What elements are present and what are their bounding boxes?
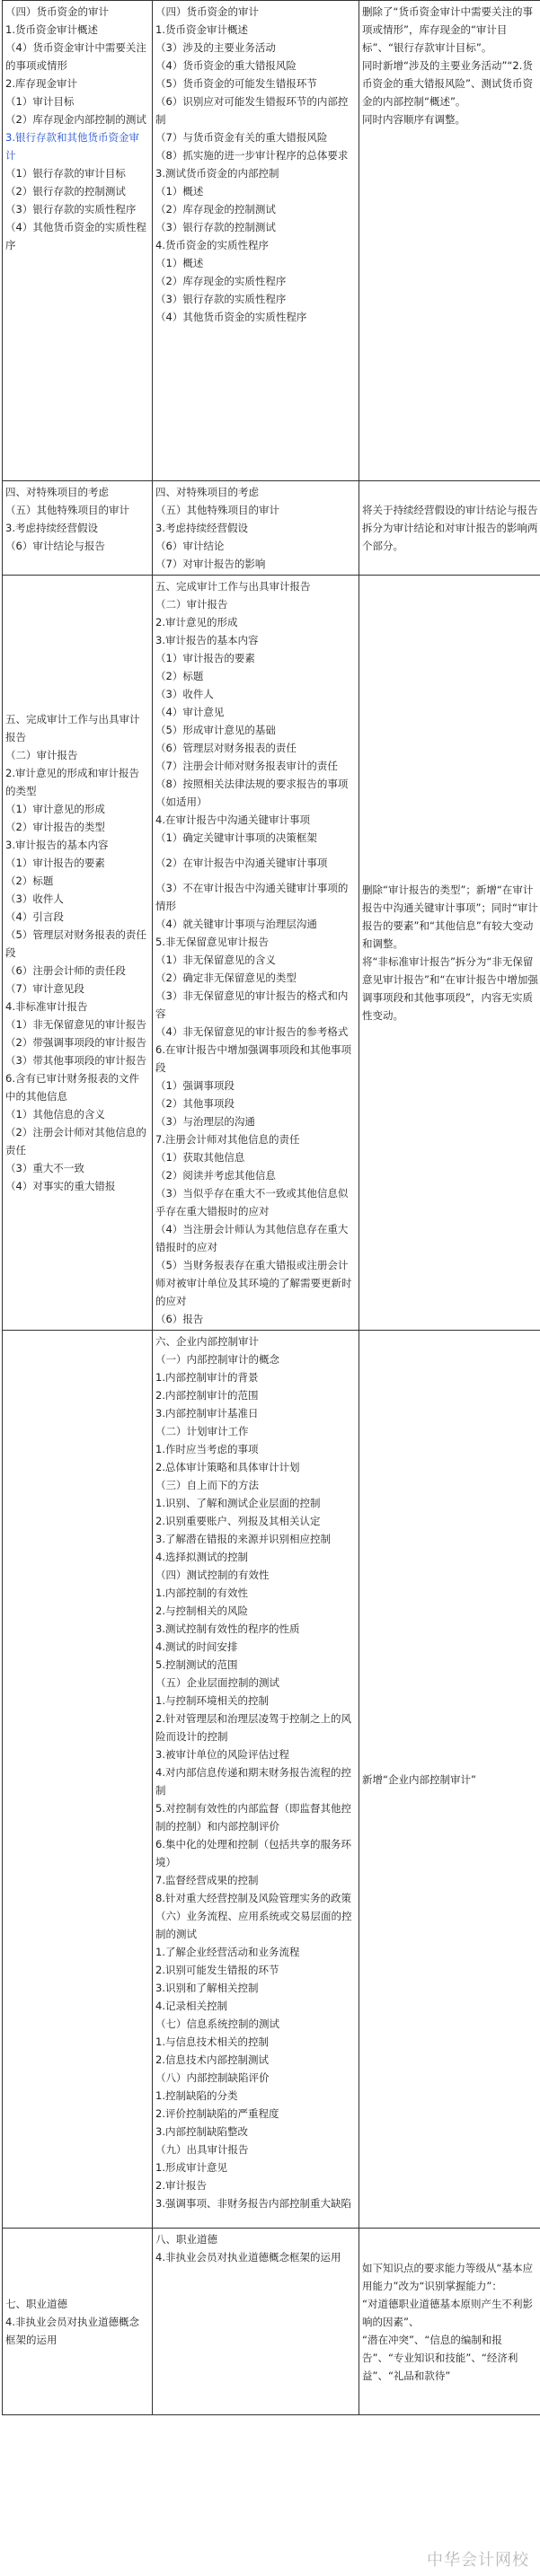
syllabus-line: 2.内部控制审计的范围 — [155, 1389, 259, 1402]
syllabus-line: 5.控制测试的范围 — [155, 1658, 238, 1671]
syllabus-line: （四）测试控制的有效性 — [155, 1569, 270, 1581]
syllabus-line: 8.针对重大经营控制及风险管理实务的政策 — [155, 1892, 351, 1904]
syllabus-line: 3.识别和了解相关控制 — [155, 1982, 259, 1994]
syllabus-line: （4）货币资金的重大错报风险 — [155, 59, 297, 72]
syllabus-line: （3）当似乎存在重大不一致或其他信息似乎存在重大错报时的应对 — [155, 1187, 349, 1218]
syllabus-line: （2）审计报告的类型 — [5, 821, 105, 833]
syllabus-line: 3.内部控制审计基准日 — [155, 1407, 259, 1420]
change-note-line: “潜在冲突”、“信息的编制和报告”、“专业知识和技能”、“经济利益”、“礼品和款待” — [362, 2333, 518, 2382]
syllabus-line: （7）与货币资金有关的重大错报风险 — [155, 131, 328, 144]
syllabus-line: （4）其他货币资金的实质性程序 — [5, 221, 146, 251]
syllabus-line: （6）管理层对财务报表的责任 — [155, 742, 297, 754]
line-spacer — [155, 847, 356, 854]
syllabus-line: （6）审计结论 — [155, 540, 225, 552]
comparison-table-body — [3, 1, 540, 2415]
syllabus-comparison-page — [2, 0, 538, 2415]
syllabus-line: （2）带强调事项段的审计报告 — [5, 1036, 146, 1049]
syllabus-line: （4）引言段 — [5, 910, 64, 923]
syllabus-line: （4）货币资金审计中需要关注的事项或情形 — [5, 41, 146, 72]
change-note-cell — [359, 2229, 540, 2415]
syllabus-line: 4.非执业会员对执业道德概念框架的运用 — [5, 2315, 139, 2346]
syllabus-line: 2.信息技术内部控制测试 — [155, 2053, 269, 2066]
old-syllabus-cell — [3, 2229, 153, 2415]
syllabus-line: （7）注册会计师对财务报表审计的责任 — [155, 760, 338, 772]
syllabus-line: （7）对审计报告的影响 — [155, 558, 266, 570]
syllabus-line: 3.审计报告的基本内容 — [155, 634, 259, 646]
syllabus-line: 4.货币资金的实质性程序 — [155, 239, 269, 251]
old-syllabus-cell — [3, 1, 153, 481]
syllabus-line: （1）概述 — [155, 185, 204, 198]
syllabus-line: 3.审计报告的基本内容 — [5, 839, 109, 851]
change-note-line: 同时内容顺序有调整。 — [362, 113, 465, 126]
syllabus-line: （8）按照相关法律法规的要求报告的事项（如适用） — [155, 778, 349, 808]
syllabus-line: （3）重大不一致 — [5, 1162, 84, 1174]
syllabus-line: （6）审计结论与报告 — [5, 540, 105, 552]
syllabus-line: 6.含有已审计财务报表的文件中的其他信息 — [5, 1072, 139, 1103]
change-note-line: 将关于持续经营假设的审计结论与报告拆分为审计结论和对审计报告的影响两个部分。 — [362, 504, 538, 552]
syllabus-line: 1.形成审计意见 — [155, 2161, 227, 2174]
syllabus-line: （3）收件人 — [155, 688, 214, 700]
comparison-row — [3, 1331, 540, 2229]
syllabus-line: （七）信息系统控制的测试 — [155, 2018, 279, 2030]
syllabus-line: （二）审计报告 — [5, 749, 78, 761]
syllabus-line: 1.内部控制审计的背景 — [155, 1371, 259, 1384]
comparison-row — [3, 481, 540, 576]
old-syllabus-cell — [3, 481, 153, 576]
comparison-row — [3, 1, 540, 481]
syllabus-line: （5）货币资金的可能发生错报环节 — [155, 77, 317, 90]
syllabus-line: （3）与治理层的沟通 — [155, 1115, 255, 1128]
syllabus-line: （3）银行存款的实质性程序 — [155, 293, 287, 305]
syllabus-line: （1）非无保留意见的含义 — [155, 954, 276, 966]
change-note-cell — [359, 1, 540, 481]
change-note-cell — [359, 481, 540, 576]
syllabus-line: （1）确定关键审计事项的决策框架 — [155, 831, 317, 844]
syllabus-line: 6.集中化的处理和控制（包括共享的服务环境） — [155, 1838, 351, 1868]
change-note-line: “对道德职业道德基本原则产生不利影响的因素”、 — [362, 2297, 533, 2328]
syllabus-line: 7.注册会计师对其他信息的责任 — [155, 1133, 300, 1146]
comparison-table — [2, 0, 540, 2415]
syllabus-line: （1）审计报告的要素 — [155, 652, 255, 664]
syllabus-line: （3）非无保留意见的审计报告的格式和内容 — [155, 989, 349, 1020]
watermark-logo: 中华会计网校 — [427, 2551, 529, 2570]
syllabus-line: 1.识别、了解和测试企业层面的控制 — [155, 1497, 321, 1509]
syllabus-line: （3）不在审计报告中沟通关键审计事项的情形 — [155, 882, 349, 912]
syllabus-line: （3）带其他事项段的审计报告 — [5, 1054, 146, 1067]
syllabus-line: （二）审计报告 — [155, 598, 228, 611]
syllabus-line: 3.测试货币资金的内部控制 — [155, 167, 279, 180]
syllabus-line: （2）在审计报告中沟通关键审计事项 — [155, 857, 328, 869]
syllabus-line: 3.被审计单位的风险评估过程 — [155, 1748, 289, 1761]
syllabus-line: 四、对特殊项目的考虑 — [155, 486, 259, 498]
line-spacer — [155, 872, 356, 879]
syllabus-line: 3.内部控制缺陷整改 — [155, 2125, 248, 2138]
change-note-cell — [359, 1331, 540, 2229]
syllabus-line: 七、职业道德 — [5, 2297, 67, 2310]
syllabus-line: （6）注册会计师的责任段 — [5, 964, 126, 977]
syllabus-line: （2）其他事项段 — [155, 1097, 235, 1110]
syllabus-line: （2）库存现金的实质性程序 — [155, 275, 287, 287]
syllabus-line: 3.考虑持续经营假设 — [155, 522, 248, 534]
syllabus-line: 1.与信息技术相关的控制 — [155, 2035, 269, 2048]
syllabus-line: 2.评价控制缺陷的严重程度 — [155, 2107, 279, 2120]
syllabus-line: 3.强调事项、非财务报告内部控制重大缺陷 — [155, 2197, 351, 2210]
syllabus-line: 1.控制缺陷的分类 — [155, 2089, 238, 2102]
syllabus-line: （5）管理层对财务报表的责任段 — [5, 928, 146, 959]
syllabus-line: 3.测试控制有效性的程序的性质 — [155, 1622, 300, 1635]
syllabus-line: 四、对特殊项目的考虑 — [5, 486, 109, 498]
syllabus-line: 1.货币资金审计概述 — [5, 23, 98, 36]
syllabus-line: （2）银行存款的控制测试 — [5, 185, 126, 198]
syllabus-line: （八）内部控制缺陷评价 — [155, 2071, 270, 2084]
syllabus-line: （九）出具审计报告 — [155, 2143, 249, 2156]
change-note-line: 如下知识点的要求能力等级从“基本应用能力”改为“识别掌握能力”： — [362, 2261, 533, 2292]
syllabus-line: 4.对内部信息传递和期末财务报告流程的控制 — [155, 1766, 351, 1797]
syllabus-line: （1）审计目标 — [5, 95, 75, 108]
syllabus-line: （2）库存现金的控制测试 — [155, 203, 276, 215]
comparison-row — [3, 2229, 540, 2415]
syllabus-line: 3.考虑持续经营假设 — [5, 522, 98, 534]
syllabus-line: （1）银行存款的审计目标 — [5, 167, 126, 180]
syllabus-line: （1）其他信息的含义 — [5, 1108, 105, 1121]
syllabus-line: 五、完成审计工作与出具审计报告 — [155, 580, 311, 593]
syllabus-line: （4）非无保留意见的审计报告的参考格式 — [155, 1025, 349, 1038]
syllabus-line: 2.与控制相关的风险 — [155, 1605, 248, 1617]
old-syllabus-cell — [3, 1331, 153, 2229]
syllabus-line: 3.了解潜在错报的来源并识别相应控制 — [155, 1533, 331, 1545]
syllabus-line: （1）非无保留意见的审计报告 — [5, 1018, 146, 1031]
syllabus-line: （6）识别应对可能发生错报环节的内部控制 — [155, 95, 349, 126]
syllabus-line: （7）审计意见段 — [5, 982, 84, 995]
syllabus-line: 2.识别可能发生错报的环节 — [155, 1964, 279, 1976]
syllabus-line: 6.在审计报告中增加强调事项段和其他事项段 — [155, 1043, 351, 1074]
syllabus-line: （3）银行存款的控制测试 — [155, 221, 276, 233]
syllabus-line: 1.内部控制的有效性 — [155, 1587, 248, 1599]
syllabus-line: （一）内部控制审计的概念 — [155, 1353, 279, 1366]
comparison-row — [3, 576, 540, 1331]
syllabus-line: （2）注册会计师对其他信息的责任 — [5, 1126, 146, 1156]
syllabus-line: （3）涉及的主要业务活动 — [155, 41, 276, 54]
new-syllabus-cell — [153, 2229, 359, 2415]
syllabus-line: （4）审计意见 — [155, 706, 225, 718]
syllabus-line: （5）当财务报表存在重大错报或注册会计师对被审计单位及其环境的了解需要更新时的应对 — [155, 1259, 352, 1307]
syllabus-line: （2）库存现金内部控制的测试 — [5, 113, 146, 126]
syllabus-line: 1.与控制环境相关的控制 — [155, 1694, 269, 1707]
syllabus-line: 4.非标准审计报告 — [5, 1000, 88, 1013]
new-syllabus-cell — [153, 481, 359, 576]
syllabus-line: 2.审计意见的形成和审计报告的类型 — [5, 767, 139, 797]
syllabus-line: 4.选择拟测试的控制 — [155, 1551, 248, 1563]
syllabus-line: 7.监督经营成果的控制 — [155, 1874, 259, 1886]
syllabus-line: （五）其他特殊项目的审计 — [5, 504, 129, 516]
new-syllabus-cell — [153, 576, 359, 1331]
syllabus-line: （2）阅读并考虑其他信息 — [155, 1169, 276, 1182]
syllabus-line: （3）银行存款的实质性程序 — [5, 203, 137, 215]
change-note-line: 删除“审计报告的类型”；新增“在审计报告中沟通关键审计事项”；同时“审计报告的要素”和“其他信息”有较大变动和调整。 — [362, 884, 538, 950]
syllabus-line: （4）对事实的重大错报 — [5, 1180, 116, 1192]
syllabus-line: 4.记录相关控制 — [155, 2000, 227, 2012]
syllabus-line: （4）其他货币资金的实质性程序 — [155, 311, 307, 323]
new-syllabus-cell — [153, 1331, 359, 2229]
syllabus-line: （三）自上而下的方法 — [155, 1479, 259, 1491]
syllabus-line: （8）抓实施的进一步审计程序的总体要求 — [155, 149, 349, 162]
new-syllabus-cell — [153, 1, 359, 481]
syllabus-line: 5.非无保留意见审计报告 — [155, 936, 269, 948]
syllabus-line: 1.了解企业经营活动和业务流程 — [155, 1946, 300, 1958]
syllabus-line: （5）形成审计意见的基础 — [155, 724, 276, 736]
syllabus-line: 2.库存现金审计 — [5, 77, 77, 90]
syllabus-line: （3）收件人 — [5, 892, 64, 905]
syllabus-line: （1）概述 — [155, 257, 204, 269]
syllabus-line: （2）标题 — [155, 670, 204, 682]
syllabus-line: 1.作时应当考虑的事项 — [155, 1443, 259, 1455]
syllabus-line: （1）获取其他信息 — [155, 1151, 245, 1164]
change-note-line: 同时新增“涉及的主要业务活动”“2.货币资金的重大错报风险”、测试货币资金的内部控制“概述”。 — [362, 59, 533, 108]
syllabus-line: （五）其他特殊项目的审计 — [155, 504, 279, 516]
syllabus-line: 4.测试的时间安排 — [155, 1640, 238, 1653]
syllabus-line: 3.银行存款和其他货币资金审计 — [5, 131, 139, 162]
syllabus-line: （4）当注册会计师认为其他信息存在重大错报时的应对 — [155, 1223, 349, 1253]
syllabus-line: （6）报告 — [155, 1313, 204, 1325]
syllabus-line: 六、企业内部控制审计 — [155, 1335, 259, 1348]
syllabus-line: （四）货币资金的审计 — [155, 5, 259, 18]
syllabus-line: 2.审计意见的形成 — [155, 616, 238, 629]
syllabus-line: （4）就关键审计事项与治理层沟通 — [155, 918, 317, 930]
change-note-line: 新增“企业内部控制审计” — [362, 1772, 476, 1786]
syllabus-line: 4.在审计报告中沟通关键审计事项 — [155, 813, 310, 826]
syllabus-line: （1）审计报告的要素 — [5, 857, 105, 869]
syllabus-line: 2.识别重要账户、列报及其相关认定 — [155, 1515, 321, 1527]
syllabus-line: （1）审计意见的形成 — [5, 803, 105, 815]
syllabus-line: 八、职业道德 — [155, 2233, 217, 2246]
syllabus-line: （六）业务流程、应用系统或交易层面的控制的测试 — [155, 1910, 352, 1940]
syllabus-line: （四）货币资金的审计 — [5, 5, 109, 18]
change-note-line: 删除了“货币资金审计中需要关注的事项或情形”，库存现金的“审计目标”、“银行存款审计目标”。 — [362, 5, 533, 54]
syllabus-line: 五、完成审计工作与出具审计报告 — [5, 713, 140, 743]
change-note-line: 将“非标准审计报告”拆分为“非无保留意见审计报告”和“在审计报告中增加强调事项段和其他事项段”，内容无实质性变动。 — [362, 955, 538, 1022]
syllabus-line: （二）计划审计工作 — [155, 1425, 249, 1437]
syllabus-line: 2.总体审计策略和具体审计计划 — [155, 1461, 300, 1473]
old-syllabus-cell — [3, 576, 153, 1331]
syllabus-line: 4.非执业会员对执业道德概念框架的运用 — [155, 2251, 341, 2264]
syllabus-line: （2）确定非无保留意见的类型 — [155, 971, 297, 984]
syllabus-line: （1）强调事项段 — [155, 1079, 235, 1092]
syllabus-line: （五）企业层面控制的测试 — [155, 1676, 279, 1689]
change-note-cell — [359, 576, 540, 1331]
syllabus-line: 2.审计报告 — [155, 2179, 207, 2192]
syllabus-line: 1.货币资金审计概述 — [155, 23, 248, 36]
syllabus-line: 5.对控制有效性的内部监督（即监督其他控制的控制）和内部控制评价 — [155, 1802, 351, 1833]
syllabus-line: 2.针对管理层和治理层凌驾于控制之上的风险而设计的控制 — [155, 1712, 351, 1743]
syllabus-line: （2）标题 — [5, 875, 54, 887]
